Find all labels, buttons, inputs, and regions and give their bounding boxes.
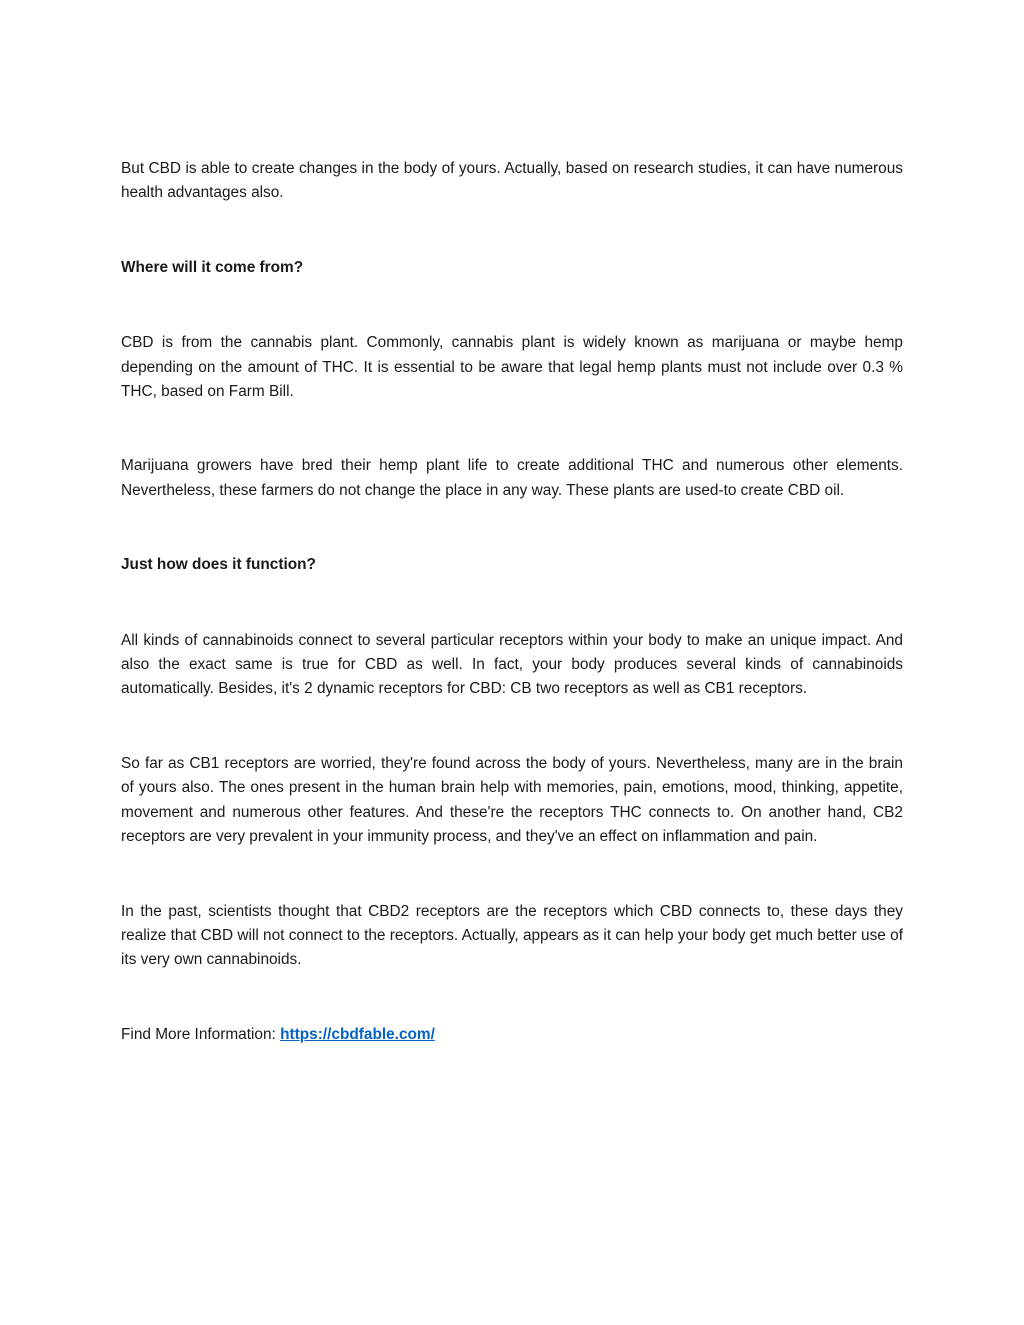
paragraph-cbd2-receptors: In the past, scientists thought that CBD2 receptors are the receptors which CBD connects to, these days they realize that CBD will not connect to the receptors. Actually, appears as it can help your body get much better use of its very own cannabinoids.	[121, 902, 903, 969]
heading-function: Just how does it function?	[121, 556, 316, 574]
paragraph-cannabinoids: All kinds of cannabinoids connect to several particular receptors within your body to make an unique impact. And also the exact same is true for CBD as well. In fact, your body produces several kinds of cannabinoids automatically. Besides, it's 2 dynamic receptors for CBD: CB two receptors as well as CB1 receptors.	[121, 631, 903, 698]
more-info-link[interactable]: https://cbdfable.com/	[280, 1025, 435, 1043]
heading-origin: Where will it come from?	[121, 258, 304, 276]
more-info-line	[121, 1023, 903, 1047]
document-body	[121, 157, 903, 1047]
paragraph-growers: Marijuana growers have bred their hemp plant life to create additional THC and numerous other elements. Nevertheless, these farmers do not change the place in any way. These plants are used-to create CBD oil.	[121, 457, 903, 499]
paragraph-cannabis-plant: CBD is from the cannabis plant. Commonly, cannabis plant is widely known as marijuana or maybe hemp depending on the amount of THC. It is essential to be aware that legal hemp plants must not include over 0.3 % THC, based on Farm Bill.	[121, 334, 903, 401]
paragraph-intro: But CBD is able to create changes in the body of yours. Actually, based on research studies, it can have numerous health advantages also.	[121, 160, 903, 202]
paragraph-cb1-receptors: So far as CB1 receptors are worried, they're found across the body of yours. Nevertheless, many are in the brain of yours also. The ones present in the human brain help with memories, pain, emotions, mood, thinking, appetite, movement and numerous other features. And these're the receptors THC connects to. On another hand, CB2 receptors are very prevalent in your immunity process, and they've an effect on inflammation and pain.	[121, 754, 903, 846]
more-info-label: Find More Information:	[121, 1025, 276, 1043]
